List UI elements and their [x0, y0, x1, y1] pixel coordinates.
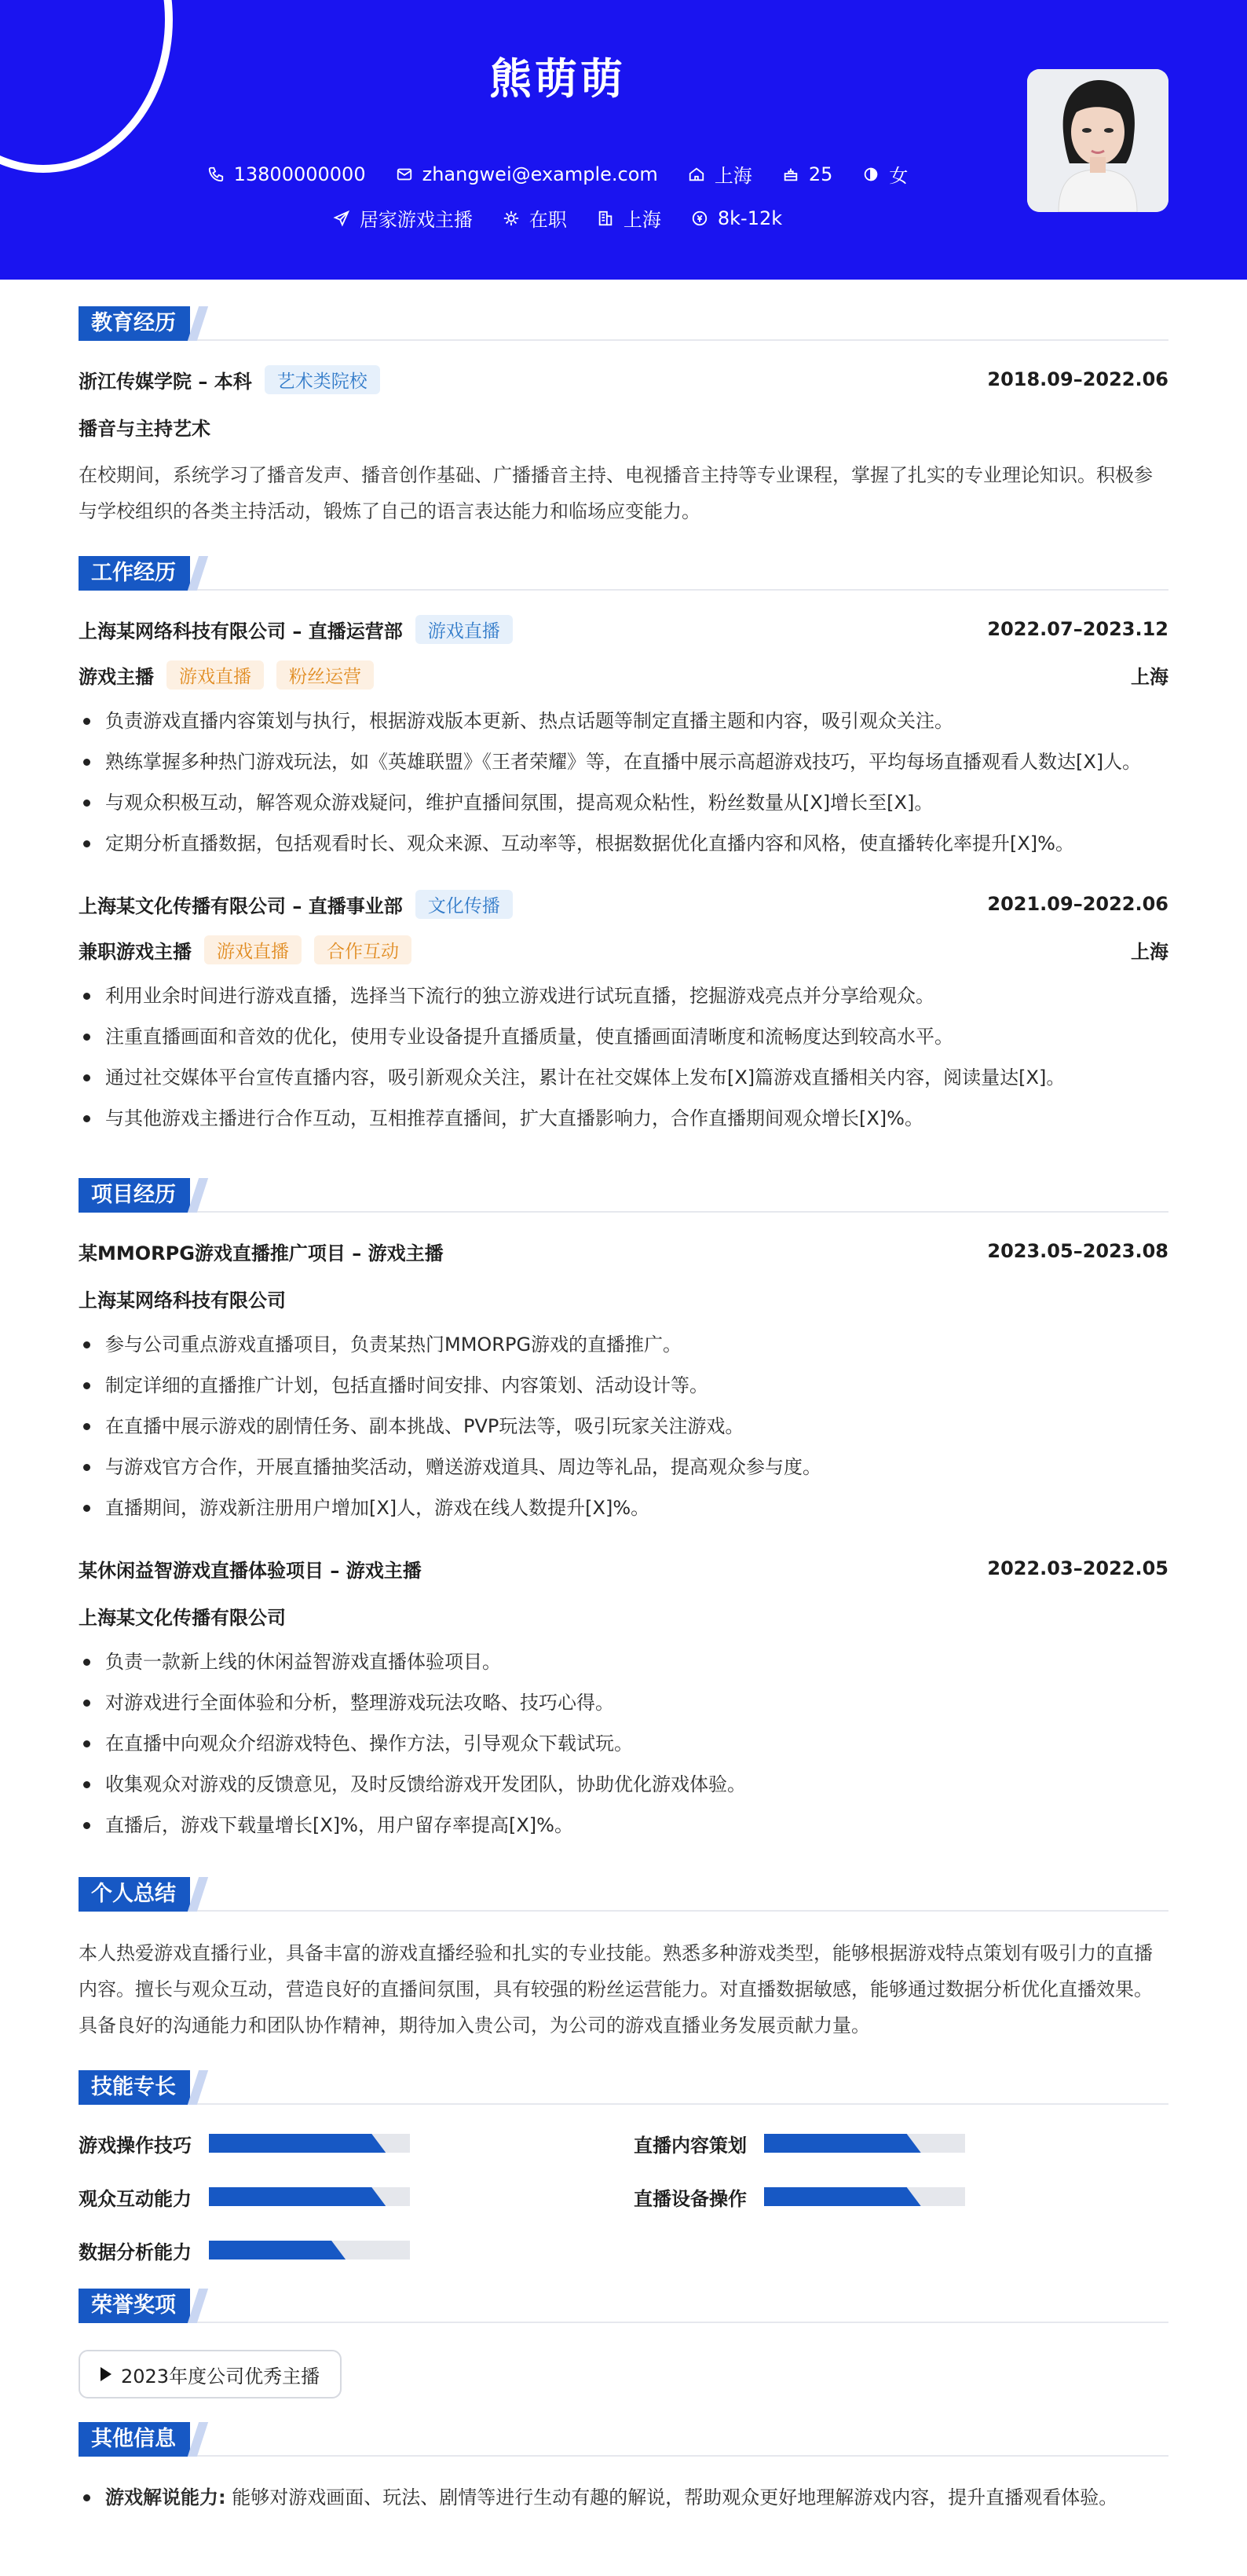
company-name: 上海某网络科技有限公司 – 直播运营部 [79, 620, 403, 642]
gender-info [862, 160, 908, 188]
project-section-header [79, 1178, 1168, 1213]
work-section-header [79, 556, 1168, 591]
work-section-title: 工作经历 [79, 556, 190, 591]
list-item: 与游戏官方合作，开展直播抽奖活动，赠送游戏道具、周边等礼品，提高观众参与度。 [79, 1447, 1168, 1487]
resume-body [79, 280, 1168, 2518]
company-name: 上海某文化传播有限公司 – 直播事业部 [79, 895, 403, 917]
role-tag: 游戏直播 [204, 935, 302, 964]
work-entry [79, 614, 1168, 864]
skill-bar [209, 2241, 410, 2259]
job-intent-text: 居家游戏主播 [359, 209, 473, 231]
list-item: 在直播中展示游戏的剧情任务、副本挑战、PVP玩法等，吸引玩家关注游戏。 [79, 1406, 1168, 1447]
skill-fill [209, 2134, 386, 2153]
avatar-portrait [1027, 69, 1168, 212]
other-item-text: 能够对游戏画面、玩法、剧情等进行生动有趣的解说，帮助观众更好地理解游戏内容，提升直播观看体验。 [232, 2486, 1118, 2508]
project-company: 上海某网络科技有限公司 [79, 1289, 286, 1312]
summary-section-header [79, 1877, 1168, 1912]
school-name: 浙江传媒学院 – 本科 [79, 370, 252, 393]
skill-item [79, 2235, 634, 2265]
section-title-decoration [188, 2422, 208, 2457]
education-section-title: 教育经历 [79, 306, 190, 341]
resume-header [0, 0, 1247, 280]
status-info [503, 204, 567, 232]
list-item: 制定详细的直播推广计划，包括直播时间安排、内容策划、活动设计等。 [79, 1365, 1168, 1406]
list-item: 直播后，游戏下载量增长[X]%，用户留存率提高[X]%。 [79, 1805, 1168, 1846]
city-info [597, 204, 661, 232]
section-title-decoration [188, 1178, 208, 1213]
project-name: 某休闲益智游戏直播体验项目 – 游戏主播 [79, 1559, 422, 1582]
skill-fill [209, 2241, 346, 2259]
city-text: 上海 [623, 209, 661, 231]
list-item: 与观众积极互动，解答观众游戏疑问，维护直播间氛围，提高观众粘性，粉丝数量从[X]增长至[X]。 [79, 782, 1168, 823]
list-item: 直播期间，游戏新注册用户增加[X]人，游戏在线人数提升[X]%。 [79, 1487, 1168, 1528]
email-info [396, 160, 658, 188]
status-text: 在职 [528, 209, 567, 231]
salary-text: 8k-12k [717, 207, 783, 229]
skill-name: 游戏操作技巧 [79, 2134, 192, 2157]
skill-item [79, 2182, 634, 2212]
phone-text: 13800000000 [233, 163, 366, 185]
section-title-decoration [188, 306, 208, 341]
role-tag: 游戏直播 [166, 660, 264, 690]
project-entry [79, 1236, 1168, 1528]
list-item: 利用业余时间进行游戏直播，选择当下流行的独立游戏进行试玩直播，挖掘游戏亮点并分享给观众。 [79, 975, 1168, 1016]
skill-item [79, 2128, 634, 2158]
section-title-decoration [188, 2289, 208, 2323]
avatar [1027, 69, 1168, 212]
award-text: 2023年度公司优秀主播 [121, 2365, 320, 2388]
role-tag: 合作互动 [314, 935, 411, 964]
send-icon [333, 210, 350, 227]
candidate-name: 熊萌萌 [489, 54, 626, 104]
job-role: 游戏主播 [79, 665, 154, 688]
skill-name: 观众互动能力 [79, 2187, 192, 2210]
work-entry [79, 889, 1168, 1139]
list-item: 熟练掌握多种热门游戏玩法，如《英雄联盟》《王者荣耀》等，在直播中展示高超游戏技巧，平均每场直播观看人数达[X]人。 [79, 741, 1168, 782]
work-city: 上海 [1131, 665, 1168, 688]
list-item: 通过社交媒体平台宣传直播内容，吸引新观众关注，累计在社交媒体上发布[X]篇游戏直播相关内容，阅读量达[X]。 [79, 1057, 1168, 1098]
home-icon [688, 166, 705, 183]
skill-fill [764, 2134, 921, 2153]
project-entry [79, 1553, 1168, 1846]
company-tag: 游戏直播 [415, 615, 513, 644]
skill-item [634, 2128, 1168, 2158]
project-section-title: 项目经历 [79, 1178, 190, 1213]
list-item [79, 2477, 1168, 2518]
section-title-decoration [188, 556, 208, 591]
skill-item [634, 2182, 1168, 2212]
phone-info [207, 160, 366, 188]
summary-section-title: 个人总结 [79, 1877, 190, 1912]
email-text: zhangwei@example.com [422, 163, 658, 185]
school-tag: 艺术类院校 [265, 365, 380, 394]
work-city: 上海 [1131, 940, 1168, 963]
gender-icon [862, 166, 879, 183]
other-section-title: 其他信息 [79, 2422, 190, 2457]
job-intent-row [0, 204, 1115, 232]
award-item [79, 2350, 342, 2399]
salary-info [691, 204, 782, 232]
skills-grid [79, 2128, 1168, 2265]
education-period: 2018.09–2022.06 [987, 368, 1168, 390]
location-text: 上海 [714, 165, 752, 187]
project-name: 某MMORPG游戏直播推广项目 – 游戏主播 [79, 1242, 444, 1264]
section-title-decoration [188, 2070, 208, 2105]
phone-icon [207, 166, 225, 183]
other-list [79, 2477, 1168, 2518]
project-company: 上海某文化传播有限公司 [79, 1606, 286, 1629]
list-item: 负责一款新上线的休闲益智游戏直播体验项目。 [79, 1641, 1168, 1682]
summary-text: 本人热爱游戏直播行业，具备丰富的游戏直播经验和扎实的专业技能。熟悉多种游戏类型，能够根据游戏特点策划有吸引力的直播内容。擅长与观众互动，营造良好的直播间氛围，具有较强的粉丝运营能力。对直播数据敏感，能够通过数据分析优化直播效果。具备良好的沟通能力和团队协作精神，期待加入贵公司，为公司的游戏直播业务发展贡献力量。 [79, 1942, 1153, 2036]
skill-name: 直播设备操作 [634, 2187, 747, 2210]
education-description: 在校期间，系统学习了播音发声、播音创作基础、广播播音主持、电视播音主持等专业课程，掌握了扎实的专业理论知识。积极参与学校组织的各类主持活动，锻炼了自己的语言表达能力和临场应变能力。 [79, 464, 1153, 522]
awards-section-title: 荣誉奖项 [79, 2289, 190, 2323]
gear-icon [503, 210, 520, 227]
list-item: 在直播中向观众介绍游戏特色、操作方法，引导观众下载试玩。 [79, 1723, 1168, 1764]
play-triangle-icon [101, 2367, 112, 2381]
skill-name: 数据分析能力 [79, 2241, 192, 2263]
project-period: 2023.05–2023.08 [987, 1240, 1168, 1262]
age-info [782, 160, 833, 188]
other-section-header [79, 2422, 1168, 2457]
role-tag: 粉丝运营 [276, 660, 374, 690]
mail-icon [396, 166, 413, 183]
building-icon [597, 210, 614, 227]
skill-fill [209, 2187, 386, 2206]
project-period: 2022.03–2022.05 [987, 1557, 1168, 1579]
work-period: 2021.09–2022.06 [987, 893, 1168, 915]
skills-section-header [79, 2070, 1168, 2105]
age-text: 25 [808, 163, 833, 185]
cake-icon [782, 166, 799, 183]
skill-bar [209, 2187, 410, 2206]
skill-bar [764, 2187, 965, 2206]
coin-icon [691, 210, 708, 227]
contact-row [0, 160, 1115, 188]
list-item: 注重直播画面和音效的优化，使用专业设备提升直播质量，使直播画面清晰度和流畅度达到较高水平。 [79, 1016, 1168, 1057]
section-title-decoration [188, 1877, 208, 1912]
list-item: 参与公司重点游戏直播项目，负责某热门MMORPG游戏的直播推广。 [79, 1324, 1168, 1365]
education-entry [79, 364, 1168, 394]
list-item: 负责游戏直播内容策划与执行，根据游戏版本更新、热点话题等制定直播主题和内容，吸引观众关注。 [79, 701, 1168, 741]
education-section-header [79, 306, 1168, 341]
job-role: 兼职游戏主播 [79, 940, 192, 963]
skill-fill [764, 2187, 921, 2206]
education-major: 播音与主持艺术 [79, 417, 210, 440]
location-info [688, 160, 752, 188]
list-item: 与其他游戏主播进行合作互动，互相推荐直播间，扩大直播影响力，合作直播期间观众增长[X]%。 [79, 1098, 1168, 1139]
skill-name: 直播内容策划 [634, 2134, 747, 2157]
list-item: 定期分析直播数据，包括观看时长、观众来源、互动率等，根据数据优化直播内容和风格，使直播转化率提升[X]%。 [79, 823, 1168, 864]
company-tag: 文化传播 [415, 890, 513, 919]
other-item-label: 游戏解说能力: [105, 2486, 226, 2508]
skills-section-title: 技能专长 [79, 2070, 190, 2105]
list-item: 收集观众对游戏的反馈意见，及时反馈给游戏开发团队，协助优化游戏体验。 [79, 1764, 1168, 1805]
skill-bar [209, 2134, 410, 2153]
gender-text: 女 [889, 165, 909, 187]
work-period: 2022.07–2023.12 [987, 618, 1168, 640]
job-intent-info [333, 204, 473, 232]
list-item: 对游戏进行全面体验和分析，整理游戏玩法攻略、技巧心得。 [79, 1682, 1168, 1723]
skill-bar [764, 2134, 965, 2153]
awards-section-header [79, 2289, 1168, 2323]
